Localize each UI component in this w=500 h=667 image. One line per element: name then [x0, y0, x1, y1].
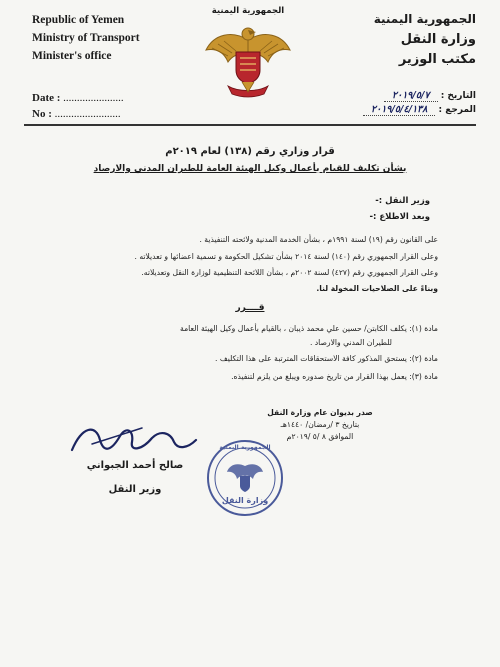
header-ar-line-3: مكتب الوزير	[398, 52, 476, 67]
stamp-top-text: الجمهورية اليمنية	[219, 444, 271, 451]
header-divider	[24, 124, 476, 126]
decides-heading: قــــرر	[235, 303, 265, 313]
ar-ref-field	[276, 104, 476, 115]
handwritten-signature	[62, 420, 202, 460]
no-label: No :	[32, 108, 52, 120]
ar-date-label: التاريخ :	[440, 91, 476, 101]
decision-subject: بشأن تكليف للقيام بأعمال وكيل الهيئة العامة للطيران المدني والارصاد	[93, 164, 407, 174]
header-en-line-1: Republic of Yemen	[32, 14, 125, 26]
article-1: مادة (١): يكلف الكابتن/ حسين علي محمد ذيبان ، بالقيام بأعمال وكيل الهيئة العامة	[180, 324, 438, 333]
ar-ref-value: ٢٠١٩/٥/٤/١٣٨	[363, 104, 435, 116]
article-3: مادة (٣): يعمل بهذا القرار من تاريخ صدوره ويبلغ من يلزم لتنفيذه.	[231, 372, 438, 381]
consideration-2: وعلى القرار الجمهوري رقم (١٤٠) لسنة ٢٠١٤ بشأن تشكيل الحكومة و تسمية اعضائها و تعديلاته .	[134, 252, 438, 261]
header-ar-line-1: الجمهورية اليمنية	[373, 12, 476, 26]
ministry-stamp	[205, 438, 285, 518]
date-dots: ......................	[63, 92, 124, 104]
yemen-emblem	[198, 6, 298, 98]
signature-scribble-icon	[62, 420, 202, 460]
article-2: مادة (٢): يستحق المذكور كافة الاستحقاقات المترتبة على هذا التكليف .	[215, 354, 438, 363]
header-en-line-2: Ministry of Transport	[32, 32, 140, 44]
ar-ref-label: المرجع :	[438, 105, 476, 115]
header-ar-line-2: وزارة النقل	[400, 32, 476, 47]
no-dots: ........................	[54, 108, 121, 120]
review-line: وبعد الاطلاع :-	[369, 212, 430, 222]
decision-title: قرار وزاري رقم (١٣٨) لعام ٢٠١٩م	[165, 146, 335, 157]
article-1-continued: للطيران المدني والارصاد .	[309, 338, 392, 347]
ar-date-value: ٢٠١٩/٥/٧	[384, 90, 438, 102]
date-field	[32, 92, 124, 104]
date-label: Date :	[32, 92, 61, 104]
emblem-inscription: الجمهورية اليمنية	[211, 6, 285, 16]
no-field	[32, 108, 121, 120]
eagle-emblem-icon	[198, 20, 298, 100]
consideration-1: على القانون رقم (١٩) لسنة ١٩٩١م ، بشأن الخدمة المدنية ولائحته التنفيذية .	[199, 235, 438, 244]
minister-line: وزير النقل :-	[375, 196, 430, 206]
signatory-name: صالح أحمد الجبواني	[86, 460, 184, 471]
consideration-4: وبناءً على الصلاحيات المخولة لنا.	[316, 284, 438, 293]
hijri-date: بتاريخ ٣ /رمضان/ ١٤٤٠هـ	[280, 420, 360, 429]
signatory-title: وزير النقل	[108, 484, 162, 495]
ar-date-field	[276, 90, 476, 101]
gregorian-date: الموافق ٨ /٥ /٢٠١٩م	[286, 432, 354, 441]
issued-at: صدر بديوان عام وزارة النقل	[267, 408, 373, 417]
stamp-bottom-text: وزارة النقل	[221, 496, 269, 505]
consideration-3: وعلى القرار الجمهوري رقم (٤٢٧) لسنة ٢٠٠٢م ، بشأن اللائحة التنظيمية لوزارة النقل وتعديلاته.	[141, 268, 438, 277]
header-en-line-3: Minister's office	[32, 50, 112, 62]
